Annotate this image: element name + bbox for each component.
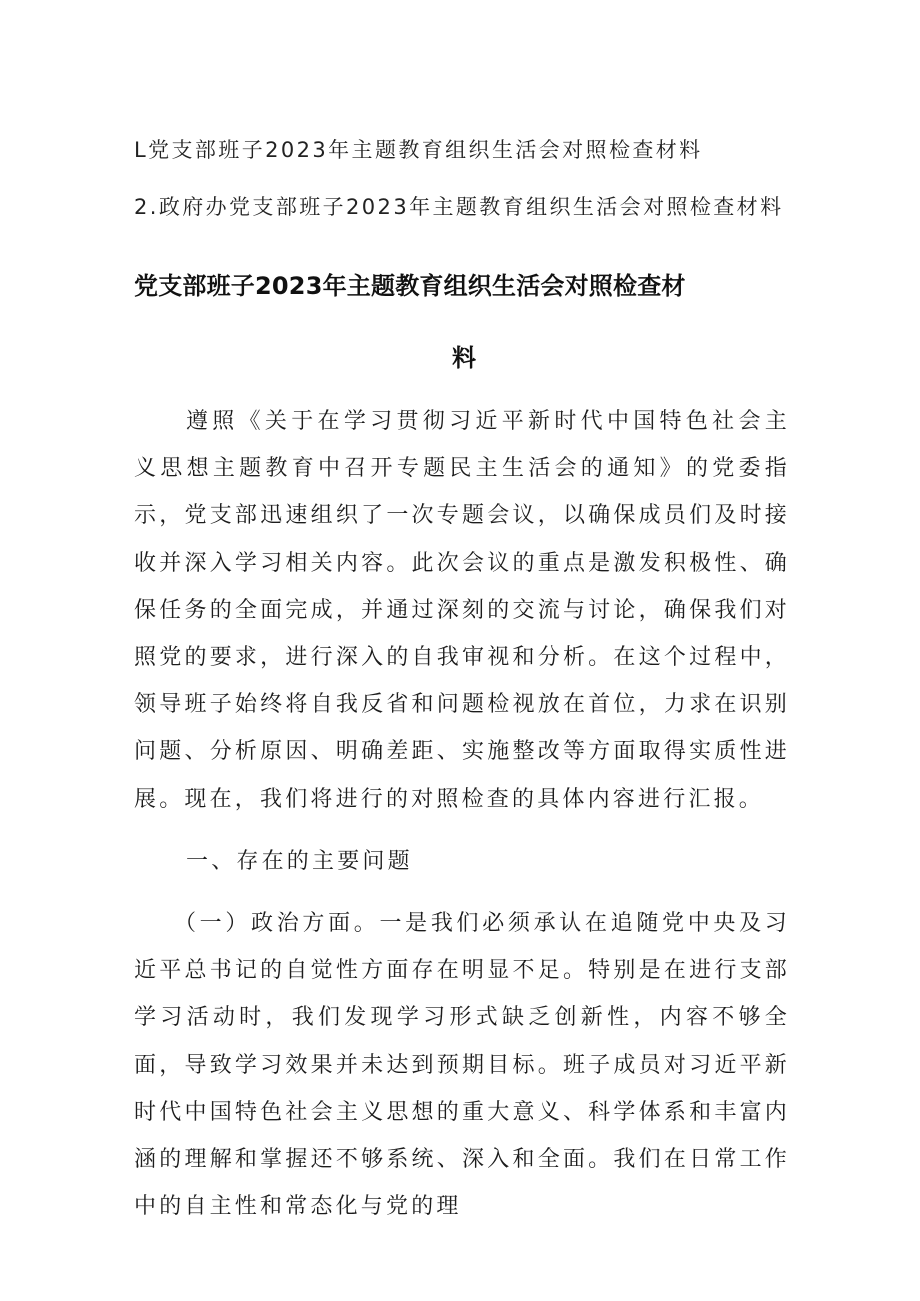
toc-item-2: 2.政府办党支部班子2023年主题教育组织生活会对照检查材料 <box>134 195 784 219</box>
toc-item-1: L党支部班子2023年主题教育组织生活会对照检查材料 <box>134 138 703 162</box>
section-heading-main-problems: 一、存在的主要问题 <box>186 849 413 874</box>
intro-paragraph: 遵照《关于在学习贯彻习近平新时代中国特色社会主义思想主题教育中召开专题民主生活会的通知》的党委指示，党支部迅速组织了一次专题会议，以确保成员们及时接收并深入学习相关内容。此次会议的重点是激发积极性、确保任务的全面完成，并通过深刻的交流与讨论，确保我们对照党的要求，进行深入的自我审视和分析。在这个过程中，领导班子始终将自我反省和问题检视放在首位，力求在识别问题、分析原因、明确差距、实施整改等方面取得实质性进展。现在，我们将进行的对照检查的具体内容进行汇报。 <box>134 409 790 812</box>
section-paragraph-political: （一）政治方面。一是我们必须承认在追随党中央及习近平总书记的自觉性方面存在明显不足。特别是在进行支部学习活动时，我们发现学习形式缺乏创新性，内容不够全面，导致学习效果并未达到预期目标。班子成员对习近平新时代中国特色社会主义思想的重大意义、科学体系和丰富内涵的理解和掌握还不够系统、深入和全面。我们在日常工作中的自主性和常态化与党的理 <box>134 911 790 1220</box>
document-title-line-1: 党支部班子2023年主题教育组织生活会对照检查材 <box>134 272 686 300</box>
document-title-line-2: 料 <box>452 344 476 372</box>
